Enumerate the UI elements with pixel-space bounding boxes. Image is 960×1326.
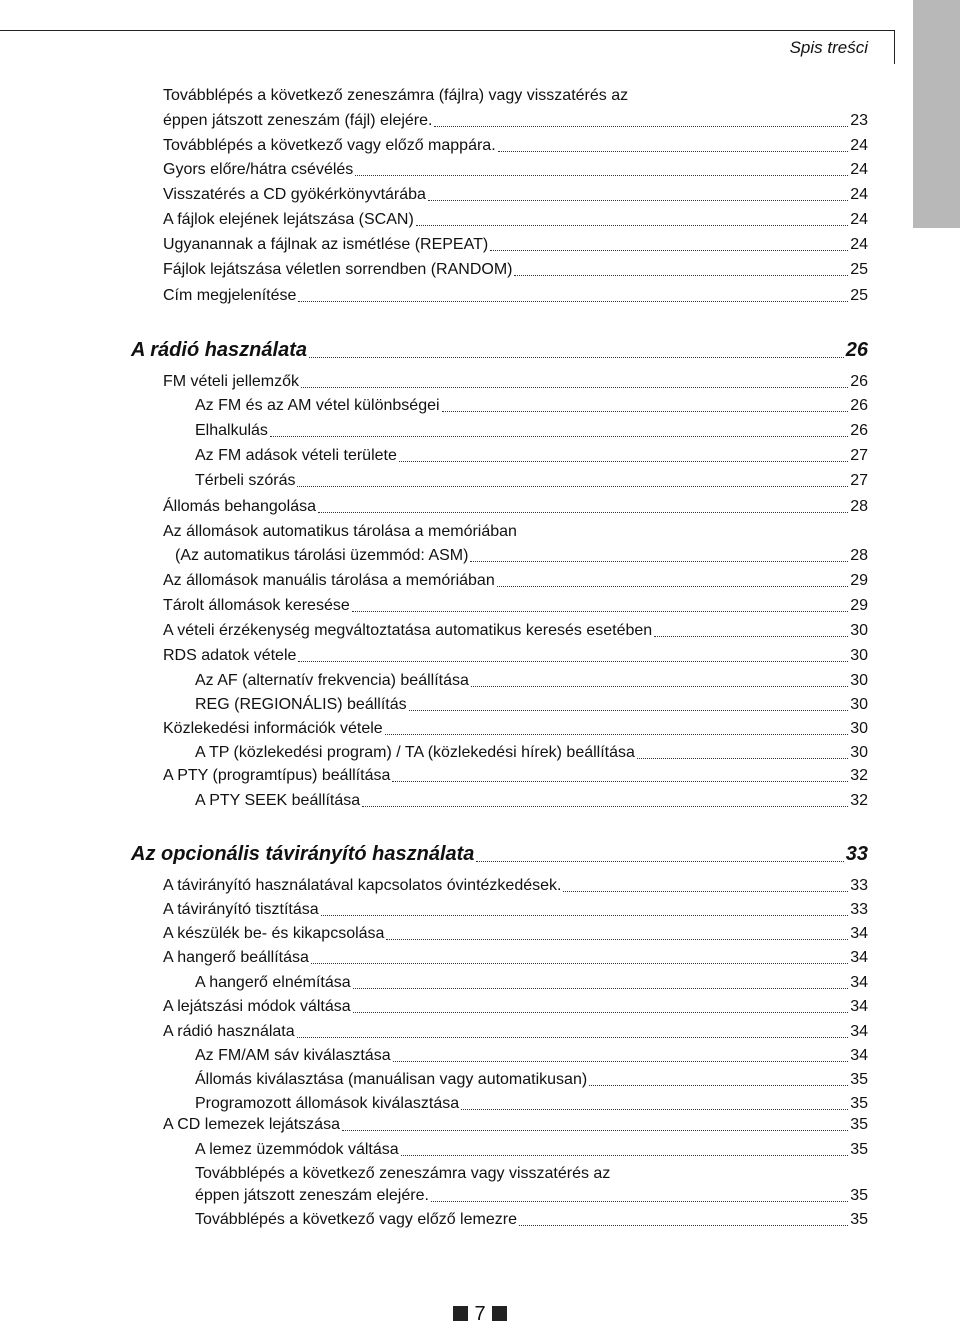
toc-leader-dots [589,1084,848,1086]
toc-page-number: 25 [850,261,868,278]
toc-page-number: 24 [850,186,868,203]
toc-page-number: 28 [850,498,868,515]
toc-entry-title: Cím megjelenítése [163,287,297,304]
page-number: 7 [474,1303,486,1325]
toc-entry[interactable] [163,185,868,205]
toc-entry[interactable] [195,1164,868,1184]
toc-entry[interactable] [163,719,868,739]
toc-leader-dots [434,125,848,127]
toc-leader-dots [409,709,849,711]
section-title: Spis treści [789,38,868,57]
toc-entry-title: A rádió használata [131,339,307,361]
toc-entry-title: éppen játszott zeneszám elejére. [195,1187,429,1204]
toc-page-number: 30 [850,622,868,639]
toc-entry[interactable] [195,695,868,715]
toc-entry[interactable] [195,791,868,811]
toc-entry[interactable] [163,1115,868,1135]
toc-entry[interactable] [195,973,868,993]
toc-entry-title: Programozott állomások kiválasztása [195,1095,460,1112]
toc-page-number: 35 [850,1187,868,1204]
toc-leader-dots [321,914,849,916]
toc-leader-dots [519,1224,848,1226]
toc-page-number: 35 [850,1116,868,1133]
toc-entry[interactable] [195,671,868,691]
toc-page-number: 29 [850,572,868,589]
toc-leader-dots [497,585,848,587]
toc-entry-title: Állomás behangolása [163,498,316,515]
toc-entry-title: Továbblépés a következő vagy előző mappára. [163,137,496,154]
toc-leader-dots [309,356,844,358]
toc-entry-title: A távirányító használatával kapcsolatos óvintézkedések. [163,877,562,894]
toc-leader-dots [342,1129,848,1131]
toc-page-number: 34 [850,974,868,991]
toc-leader-dots [498,150,849,152]
toc-entry-title: Fájlok lejátszása véletlen sorrendben (RANDOM) [163,261,513,278]
toc-page-number: 30 [850,696,868,713]
toc-entry[interactable] [163,522,868,542]
toc-entry-title: A készülék be- és kikapcsolása [163,925,385,942]
toc-page-number: 25 [850,287,868,304]
toc-entry-title: Térbeli szórás [195,472,296,489]
toc-page-number: 26 [850,397,868,414]
page-footer [0,1302,960,1326]
toc-entry[interactable] [163,900,868,920]
toc-entry-title: A PTY SEEK beállítása [195,792,361,809]
toc-leader-dots [470,560,848,562]
toc-page-number: 32 [850,767,868,784]
toc-entry[interactable] [195,1046,868,1066]
toc-leader-dots [297,1036,849,1038]
toc-page-number: 34 [850,1023,868,1040]
toc-leader-dots [563,890,848,892]
toc-entry[interactable] [195,396,868,416]
toc-entry-title: Az állomások manuális tárolása a memóriában [163,572,495,589]
toc-entry-title: Az FM adások vételi területe [195,447,397,464]
toc-chapter[interactable] [131,842,868,866]
toc-entry-title: Elhalkulás [195,422,268,439]
toc-entry-title: A hangerő elnémítása [195,974,351,991]
toc-entry-title: Tárolt állomások keresése [163,597,350,614]
toc-entry-title: A vételi érzékenység megváltoztatása automatikus keresés esetében [163,622,653,639]
toc-page-number: 27 [850,447,868,464]
toc-leader-dots [362,805,848,807]
toc-page-number: 35 [850,1141,868,1158]
toc-leader-dots [428,199,848,201]
toc-entry-title: A hangerő beállítása [163,949,309,966]
toc-entry-title: A lejátszási módok váltása [163,998,351,1015]
toc-page-number: 26 [850,422,868,439]
toc-entry-title: (Az automatikus tárolási üzemmód: ASM) [175,547,469,564]
toc-leader-dots [318,511,848,513]
toc-leader-dots [461,1108,848,1110]
toc-entry[interactable] [163,235,868,255]
toc-page-number: 26 [845,339,868,361]
toc-leader-dots [392,780,848,782]
toc-leader-dots [301,386,848,388]
toc-leader-dots [654,635,848,637]
footer-square-left-icon [453,1306,468,1321]
toc-entry[interactable] [163,1022,868,1042]
toc-entry-title: A rádió használata [163,1023,295,1040]
toc-entry-title: Az FM és az AM vétel különbségei [195,397,440,414]
toc-entry[interactable] [195,743,868,763]
toc-leader-dots [298,660,848,662]
toc-entry[interactable] [163,86,868,106]
toc-entry-title: A PTY (programtípus) beállítása [163,767,391,784]
toc-leader-dots [514,274,848,276]
toc-page-number: 34 [850,925,868,942]
toc-entry[interactable] [163,997,868,1017]
toc-entry[interactable] [163,210,868,230]
toc-leader-dots [442,410,849,412]
toc-chapter[interactable] [131,338,868,362]
toc-leader-dots [386,938,848,940]
toc-page-number: 33 [845,843,868,865]
toc-entry[interactable] [195,471,868,491]
toc-entry-title: Az állomások automatikus tárolása a memóriában [163,523,517,540]
toc-page-number: 23 [850,112,868,129]
toc-leader-dots [416,224,848,226]
toc-page-number: 35 [850,1071,868,1088]
toc-entry-title: Az opcionális távirányító használata [131,843,475,865]
toc-entry-title: éppen játszott zeneszám (fájl) elejére. [163,112,433,129]
toc-page-number: 32 [850,792,868,809]
toc-entry[interactable] [163,621,868,641]
toc-entry-title: Továbblépés a következő zeneszámra (fájlra) vagy visszatérés az [163,87,629,104]
toc-entry[interactable] [195,1210,868,1230]
toc-page-number: 34 [850,998,868,1015]
toc-page-number: 35 [850,1211,868,1228]
header-bar [0,30,895,64]
toc-entry[interactable] [163,924,868,944]
footer-square-right-icon [492,1306,507,1321]
toc-page-number: 33 [850,901,868,918]
toc-entry-title: Állomás kiválasztása (manuálisan vagy automatikusan) [195,1071,588,1088]
toc-page-number: 24 [850,161,868,178]
toc-leader-dots [637,757,848,759]
toc-leader-dots [471,685,848,687]
toc-entry-title: A fájlok elejének lejátszása (SCAN) [163,211,414,228]
toc-page-number: 33 [850,877,868,894]
toc-leader-dots [352,610,848,612]
toc-entry[interactable] [195,1070,868,1090]
toc-leader-dots [385,733,849,735]
toc-entry-title: FM vételi jellemzők [163,373,300,390]
toc-entry[interactable] [163,497,868,517]
toc-leader-dots [355,174,848,176]
toc-leader-dots [270,435,848,437]
toc-leader-dots [490,249,848,251]
toc-page-number: 35 [850,1095,868,1112]
toc-page-number: 30 [850,647,868,664]
toc-leader-dots [353,1011,849,1013]
toc-entry[interactable] [195,1094,868,1114]
toc-entry-title: A TP (közlekedési program) / TA (közlekedési hírek) beállítása [195,744,635,761]
toc-page-number: 28 [850,547,868,564]
toc-entry[interactable] [195,1186,868,1206]
toc-entry[interactable] [163,876,868,896]
toc-entry[interactable] [195,446,868,466]
toc-entry[interactable] [163,646,868,666]
toc-entry[interactable] [163,372,868,392]
toc-page-number: 27 [850,472,868,489]
toc-entry[interactable] [163,571,868,591]
toc-page-number: 24 [850,137,868,154]
toc-entry[interactable] [163,160,868,180]
toc-entry-title: Az AF (alternatív frekvencia) beállítása [195,672,469,689]
toc-entry-title: A CD lemezek lejátszása [163,1116,340,1133]
toc-entry[interactable] [163,111,868,131]
toc-entry[interactable] [163,286,868,306]
toc-entry-title: Továbblépés a következő zeneszámra vagy visszatérés az [195,1165,611,1182]
toc-page-number: 26 [850,373,868,390]
toc-entry[interactable] [175,546,868,566]
toc-leader-dots [431,1200,848,1202]
toc-page-number: 24 [850,211,868,228]
toc-page-number: 34 [850,949,868,966]
toc-entry-title: REG (REGIONÁLIS) beállítás [195,696,407,713]
toc-entry-title: Visszatérés a CD gyökérkönyvtárába [163,186,426,203]
toc-page-number: 30 [850,720,868,737]
toc-entry[interactable] [163,948,868,968]
toc-entry[interactable] [195,421,868,441]
toc-page-number: 29 [850,597,868,614]
toc-entry[interactable] [163,260,868,280]
toc-page-number: 24 [850,236,868,253]
toc-page-number: 30 [850,672,868,689]
toc-page-number: 34 [850,1047,868,1064]
toc-leader-dots [311,962,848,964]
toc-leader-dots [297,485,848,487]
toc-leader-dots [393,1060,849,1062]
toc-page-number: 30 [850,744,868,761]
toc-entry[interactable] [163,766,868,786]
toc-entry-title: Az FM/AM sáv kiválasztása [195,1047,391,1064]
toc-entry[interactable] [163,136,868,156]
toc-entry[interactable] [163,596,868,616]
toc-entry-title: RDS adatok vétele [163,647,297,664]
toc-entry-title: Ugyanannak a fájlnak az ismétlése (REPEAT) [163,236,489,253]
toc-leader-dots [401,1154,849,1156]
toc-leader-dots [353,987,849,989]
toc-leader-dots [476,860,843,862]
toc-entry-title: A távirányító tisztítása [163,901,319,918]
toc-entry[interactable] [195,1140,868,1160]
toc-leader-dots [399,460,848,462]
toc-entry-title: Közlekedési információk vétele [163,720,383,737]
toc-entry-title: Gyors előre/hátra csévélés [163,161,354,178]
toc-entry-title: A lemez üzemmódok váltása [195,1141,399,1158]
toc-leader-dots [298,300,848,302]
side-tab [913,0,960,228]
toc-entry-title: Továbblépés a következő vagy előző lemezre [195,1211,517,1228]
